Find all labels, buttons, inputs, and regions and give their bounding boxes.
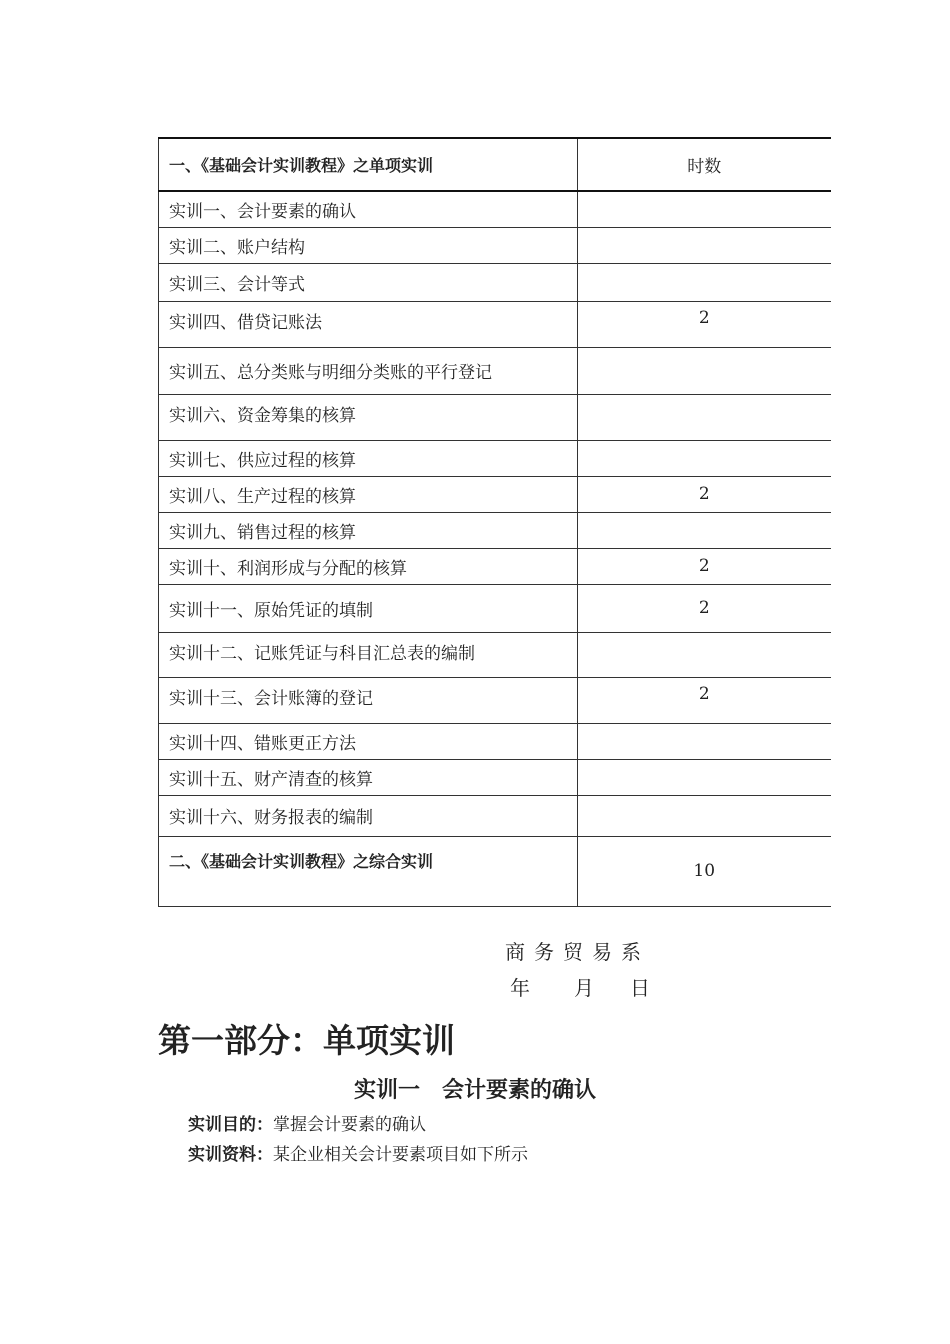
- row-hours: [578, 512, 831, 548]
- row-name: 实训三、会计等式: [159, 263, 578, 301]
- footer-hours: 10: [578, 836, 831, 906]
- purpose-text: 掌握会计要素的确认: [273, 1115, 426, 1135]
- date-day: 日: [630, 976, 650, 1000]
- footer-title: 二、《基础会计实训教程》之综合实训: [159, 836, 578, 906]
- row-hours: 2: [578, 548, 831, 584]
- row-hours: [578, 440, 831, 476]
- department: 商务贸易系: [505, 940, 650, 964]
- header-title: 一、《基础会计实训教程》之单项实训: [159, 138, 578, 191]
- section-title: 实训一 会计要素的确认: [353, 1078, 596, 1103]
- table-row: [159, 723, 831, 759]
- row-name: 实训一、会计要素的确认: [159, 191, 578, 227]
- table-row: [159, 759, 831, 795]
- table-row: [159, 512, 831, 548]
- row-hours: [578, 347, 831, 394]
- row-name: 实训十一、原始凭证的填制: [159, 584, 578, 632]
- date-line: [510, 972, 650, 1001]
- row-name: 实训十二、记账凭证与科目汇总表的编制: [159, 632, 578, 677]
- purpose-line: [188, 1110, 426, 1135]
- training-schedule-table: [158, 137, 831, 907]
- materials-label: 实训资料：: [188, 1145, 273, 1165]
- row-hours: [578, 191, 831, 227]
- row-name: 实训五、总分类账与明细分类账的平行登记: [159, 347, 578, 394]
- part-title: 第一部分：单项实训: [158, 1021, 455, 1060]
- row-name: 实训七、供应过程的核算: [159, 440, 578, 476]
- row-name: 实训四、借贷记账法: [159, 301, 578, 347]
- row-name: 实训二、账户结构: [159, 227, 578, 263]
- table-row: [159, 394, 831, 440]
- table-row: [159, 677, 831, 723]
- date-year: 年: [510, 976, 530, 1000]
- table-row: [159, 191, 831, 227]
- row-name: 实训十五、财产清查的核算: [159, 759, 578, 795]
- row-hours: [578, 227, 831, 263]
- row-name: 实训十三、会计账簿的登记: [159, 677, 578, 723]
- row-name: 实训十、利润形成与分配的核算: [159, 548, 578, 584]
- row-name: 实训十六、财务报表的编制: [159, 795, 578, 836]
- row-name: 实训六、资金筹集的核算: [159, 394, 578, 440]
- row-name: 实训八、生产过程的核算: [159, 476, 578, 512]
- materials-line: [188, 1140, 528, 1165]
- table-row: [159, 440, 831, 476]
- purpose-label: 实训目的：: [188, 1115, 273, 1135]
- table-row: [159, 227, 831, 263]
- row-hours: [578, 723, 831, 759]
- table-row: [159, 301, 831, 347]
- table-header-row: [159, 138, 831, 191]
- header-hours-label: 时数: [578, 138, 831, 191]
- row-hours: [578, 759, 831, 795]
- row-hours: 2: [578, 584, 831, 632]
- table-row: [159, 476, 831, 512]
- row-hours: 2: [578, 476, 831, 512]
- table-row: [159, 263, 831, 301]
- table-row: [159, 548, 831, 584]
- row-hours: 2: [578, 301, 831, 347]
- row-hours: 2: [578, 677, 831, 723]
- table-row: [159, 584, 831, 632]
- table-row: [159, 795, 831, 836]
- table-row: [159, 347, 831, 394]
- row-name: 实训十四、错账更正方法: [159, 723, 578, 759]
- materials-text: 某企业相关会计要素项目如下所示: [273, 1145, 528, 1165]
- row-hours: [578, 263, 831, 301]
- table-row: [159, 632, 831, 677]
- row-hours: [578, 632, 831, 677]
- row-hours: [578, 394, 831, 440]
- date-month: 月: [574, 976, 594, 1000]
- row-name: 实训九、销售过程的核算: [159, 512, 578, 548]
- table-footer-row: [159, 836, 831, 906]
- row-hours: [578, 795, 831, 836]
